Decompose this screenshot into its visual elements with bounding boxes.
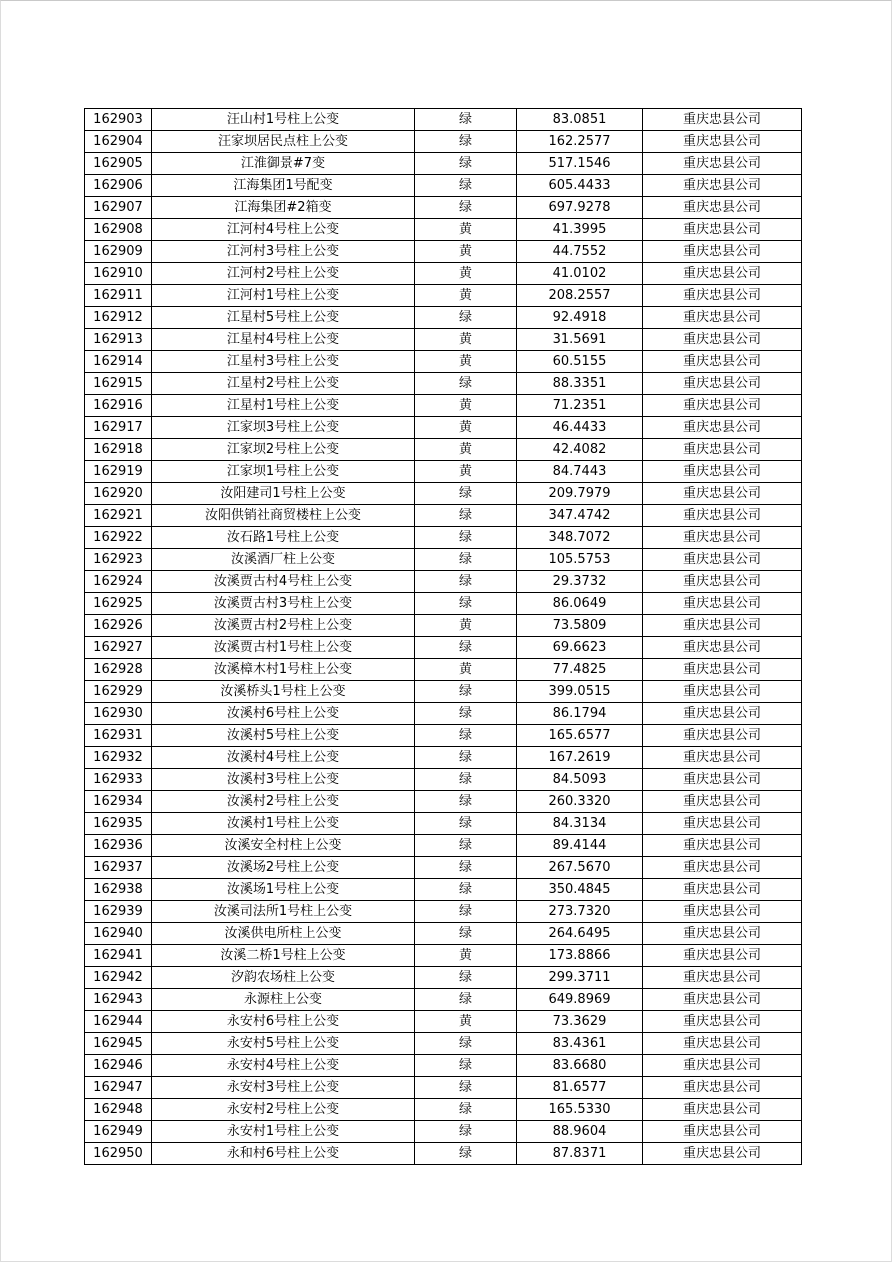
cell-value: 81.6577 <box>517 1077 643 1099</box>
cell-company: 重庆忠县公司 <box>643 1099 802 1121</box>
cell-company: 重庆忠县公司 <box>643 1121 802 1143</box>
table-row <box>85 703 802 725</box>
table-row <box>85 571 802 593</box>
cell-id: 162944 <box>85 1011 152 1033</box>
cell-id: 162908 <box>85 219 152 241</box>
cell-company: 重庆忠县公司 <box>643 505 802 527</box>
cell-name: 江河村1号柱上公变 <box>152 285 415 307</box>
cell-company: 重庆忠县公司 <box>643 439 802 461</box>
table-row <box>85 967 802 989</box>
cell-name: 汝溪贾古村2号柱上公变 <box>152 615 415 637</box>
cell-id: 162923 <box>85 549 152 571</box>
cell-status: 绿 <box>415 1077 517 1099</box>
cell-value: 86.0649 <box>517 593 643 615</box>
cell-name: 永源柱上公变 <box>152 989 415 1011</box>
cell-id: 162939 <box>85 901 152 923</box>
cell-company: 重庆忠县公司 <box>643 879 802 901</box>
cell-value: 88.9604 <box>517 1121 643 1143</box>
cell-value: 105.5753 <box>517 549 643 571</box>
cell-id: 162913 <box>85 329 152 351</box>
cell-status: 绿 <box>415 879 517 901</box>
cell-status: 绿 <box>415 703 517 725</box>
cell-value: 83.4361 <box>517 1033 643 1055</box>
cell-status: 绿 <box>415 175 517 197</box>
cell-name: 永安村2号柱上公变 <box>152 1099 415 1121</box>
cell-value: 162.2577 <box>517 131 643 153</box>
cell-name: 汝溪桥头1号柱上公变 <box>152 681 415 703</box>
cell-company: 重庆忠县公司 <box>643 549 802 571</box>
table-row <box>85 131 802 153</box>
cell-company: 重庆忠县公司 <box>643 571 802 593</box>
cell-value: 84.7443 <box>517 461 643 483</box>
cell-status: 黄 <box>415 219 517 241</box>
cell-status: 绿 <box>415 593 517 615</box>
cell-company: 重庆忠县公司 <box>643 1077 802 1099</box>
cell-company: 重庆忠县公司 <box>643 461 802 483</box>
cell-status: 黄 <box>415 263 517 285</box>
cell-value: 89.4144 <box>517 835 643 857</box>
cell-company: 重庆忠县公司 <box>643 241 802 263</box>
cell-company: 重庆忠县公司 <box>643 307 802 329</box>
table-row <box>85 373 802 395</box>
table-row <box>85 1077 802 1099</box>
table-row <box>85 1143 802 1165</box>
table-row <box>85 835 802 857</box>
cell-value: 77.4825 <box>517 659 643 681</box>
cell-name: 汝溪贾古村4号柱上公变 <box>152 571 415 593</box>
table-row <box>85 1033 802 1055</box>
cell-status: 绿 <box>415 109 517 131</box>
cell-id: 162946 <box>85 1055 152 1077</box>
table-row <box>85 197 802 219</box>
cell-name: 汝溪场1号柱上公变 <box>152 879 415 901</box>
cell-company: 重庆忠县公司 <box>643 835 802 857</box>
cell-company: 重庆忠县公司 <box>643 373 802 395</box>
cell-value: 267.5670 <box>517 857 643 879</box>
cell-status: 黄 <box>415 285 517 307</box>
table-row <box>85 219 802 241</box>
table-row <box>85 1055 802 1077</box>
cell-value: 350.4845 <box>517 879 643 901</box>
cell-name: 汪山村1号柱上公变 <box>152 109 415 131</box>
cell-company: 重庆忠县公司 <box>643 527 802 549</box>
cell-id: 162903 <box>85 109 152 131</box>
cell-id: 162935 <box>85 813 152 835</box>
cell-company: 重庆忠县公司 <box>643 1011 802 1033</box>
cell-status: 黄 <box>415 439 517 461</box>
cell-status: 黄 <box>415 351 517 373</box>
cell-name: 江淮御景#7变 <box>152 153 415 175</box>
cell-id: 162949 <box>85 1121 152 1143</box>
table-row <box>85 879 802 901</box>
cell-status: 绿 <box>415 307 517 329</box>
cell-id: 162947 <box>85 1077 152 1099</box>
cell-company: 重庆忠县公司 <box>643 945 802 967</box>
cell-id: 162925 <box>85 593 152 615</box>
cell-name: 汪家坝居民点柱上公变 <box>152 131 415 153</box>
cell-company: 重庆忠县公司 <box>643 747 802 769</box>
cell-name: 汐韵农场柱上公变 <box>152 967 415 989</box>
cell-status: 黄 <box>415 1011 517 1033</box>
cell-company: 重庆忠县公司 <box>643 263 802 285</box>
cell-status: 绿 <box>415 923 517 945</box>
cell-id: 162943 <box>85 989 152 1011</box>
cell-id: 162907 <box>85 197 152 219</box>
cell-id: 162906 <box>85 175 152 197</box>
cell-company: 重庆忠县公司 <box>643 967 802 989</box>
transformer-table <box>84 108 802 1165</box>
cell-id: 162920 <box>85 483 152 505</box>
cell-status: 绿 <box>415 1121 517 1143</box>
cell-status: 黄 <box>415 615 517 637</box>
cell-status: 绿 <box>415 791 517 813</box>
cell-id: 162927 <box>85 637 152 659</box>
cell-name: 永安村5号柱上公变 <box>152 1033 415 1055</box>
cell-value: 31.5691 <box>517 329 643 351</box>
cell-id: 162909 <box>85 241 152 263</box>
cell-company: 重庆忠县公司 <box>643 109 802 131</box>
cell-company: 重庆忠县公司 <box>643 1143 802 1165</box>
cell-company: 重庆忠县公司 <box>643 1055 802 1077</box>
cell-company: 重庆忠县公司 <box>643 769 802 791</box>
table-row <box>85 439 802 461</box>
cell-name: 江家坝1号柱上公变 <box>152 461 415 483</box>
cell-status: 绿 <box>415 747 517 769</box>
table-row <box>85 307 802 329</box>
table-row <box>85 593 802 615</box>
cell-company: 重庆忠县公司 <box>643 131 802 153</box>
cell-id: 162916 <box>85 395 152 417</box>
cell-value: 69.6623 <box>517 637 643 659</box>
cell-value: 71.2351 <box>517 395 643 417</box>
table-row <box>85 791 802 813</box>
cell-id: 162919 <box>85 461 152 483</box>
table-row <box>85 857 802 879</box>
cell-value: 41.0102 <box>517 263 643 285</box>
cell-id: 162922 <box>85 527 152 549</box>
cell-company: 重庆忠县公司 <box>643 615 802 637</box>
cell-status: 绿 <box>415 769 517 791</box>
cell-status: 绿 <box>415 549 517 571</box>
cell-name: 江海集团1号配变 <box>152 175 415 197</box>
cell-value: 399.0515 <box>517 681 643 703</box>
cell-name: 江家坝3号柱上公变 <box>152 417 415 439</box>
cell-id: 162914 <box>85 351 152 373</box>
cell-id: 162948 <box>85 1099 152 1121</box>
cell-name: 汝溪供电所柱上公变 <box>152 923 415 945</box>
cell-company: 重庆忠县公司 <box>643 923 802 945</box>
cell-value: 299.3711 <box>517 967 643 989</box>
cell-value: 60.5155 <box>517 351 643 373</box>
table-row <box>85 461 802 483</box>
table-row <box>85 681 802 703</box>
table-row <box>85 989 802 1011</box>
cell-status: 绿 <box>415 505 517 527</box>
cell-status: 黄 <box>415 241 517 263</box>
cell-id: 162911 <box>85 285 152 307</box>
table-row <box>85 945 802 967</box>
cell-status: 黄 <box>415 417 517 439</box>
cell-name: 汝溪场2号柱上公变 <box>152 857 415 879</box>
table-row <box>85 417 802 439</box>
cell-id: 162934 <box>85 791 152 813</box>
cell-company: 重庆忠县公司 <box>643 593 802 615</box>
cell-value: 348.7072 <box>517 527 643 549</box>
cell-name: 永和村6号柱上公变 <box>152 1143 415 1165</box>
cell-id: 162933 <box>85 769 152 791</box>
cell-status: 绿 <box>415 857 517 879</box>
cell-name: 汝溪酒厂柱上公变 <box>152 549 415 571</box>
cell-name: 江星村1号柱上公变 <box>152 395 415 417</box>
cell-id: 162918 <box>85 439 152 461</box>
cell-status: 绿 <box>415 373 517 395</box>
cell-status: 绿 <box>415 131 517 153</box>
cell-company: 重庆忠县公司 <box>643 483 802 505</box>
cell-company: 重庆忠县公司 <box>643 329 802 351</box>
cell-status: 绿 <box>415 989 517 1011</box>
cell-company: 重庆忠县公司 <box>643 813 802 835</box>
cell-name: 江星村2号柱上公变 <box>152 373 415 395</box>
cell-company: 重庆忠县公司 <box>643 153 802 175</box>
table-row <box>85 1121 802 1143</box>
cell-name: 汝溪村3号柱上公变 <box>152 769 415 791</box>
table-row <box>85 747 802 769</box>
cell-company: 重庆忠县公司 <box>643 857 802 879</box>
cell-name: 汝溪二桥1号柱上公变 <box>152 945 415 967</box>
table-row <box>85 769 802 791</box>
cell-company: 重庆忠县公司 <box>643 351 802 373</box>
cell-value: 73.3629 <box>517 1011 643 1033</box>
cell-value: 83.0851 <box>517 109 643 131</box>
cell-name: 永安村6号柱上公变 <box>152 1011 415 1033</box>
cell-id: 162905 <box>85 153 152 175</box>
cell-value: 87.8371 <box>517 1143 643 1165</box>
cell-value: 264.6495 <box>517 923 643 945</box>
cell-value: 44.7552 <box>517 241 643 263</box>
cell-name: 永安村1号柱上公变 <box>152 1121 415 1143</box>
cell-name: 汝溪贾古村1号柱上公变 <box>152 637 415 659</box>
cell-status: 绿 <box>415 483 517 505</box>
cell-value: 73.5809 <box>517 615 643 637</box>
cell-name: 江河村4号柱上公变 <box>152 219 415 241</box>
table-row <box>85 549 802 571</box>
cell-id: 162910 <box>85 263 152 285</box>
table-row <box>85 109 802 131</box>
cell-value: 84.3134 <box>517 813 643 835</box>
cell-status: 绿 <box>415 1099 517 1121</box>
cell-company: 重庆忠县公司 <box>643 989 802 1011</box>
cell-value: 260.3320 <box>517 791 643 813</box>
cell-value: 208.2557 <box>517 285 643 307</box>
table-body <box>85 109 802 1165</box>
cell-status: 绿 <box>415 153 517 175</box>
cell-value: 605.4433 <box>517 175 643 197</box>
table-row <box>85 659 802 681</box>
cell-value: 165.6577 <box>517 725 643 747</box>
cell-name: 汝溪贾古村3号柱上公变 <box>152 593 415 615</box>
table-row <box>85 263 802 285</box>
cell-value: 165.5330 <box>517 1099 643 1121</box>
cell-status: 绿 <box>415 967 517 989</box>
cell-name: 汝溪村2号柱上公变 <box>152 791 415 813</box>
cell-id: 162930 <box>85 703 152 725</box>
cell-status: 黄 <box>415 659 517 681</box>
cell-status: 黄 <box>415 945 517 967</box>
cell-status: 绿 <box>415 835 517 857</box>
table-row <box>85 615 802 637</box>
table-row <box>85 241 802 263</box>
cell-status: 黄 <box>415 461 517 483</box>
cell-id: 162932 <box>85 747 152 769</box>
cell-value: 84.5093 <box>517 769 643 791</box>
cell-status: 绿 <box>415 571 517 593</box>
cell-name: 汝溪村4号柱上公变 <box>152 747 415 769</box>
cell-name: 汝溪村1号柱上公变 <box>152 813 415 835</box>
cell-id: 162950 <box>85 1143 152 1165</box>
cell-value: 517.1546 <box>517 153 643 175</box>
cell-name: 江河村3号柱上公变 <box>152 241 415 263</box>
cell-status: 绿 <box>415 813 517 835</box>
cell-status: 绿 <box>415 901 517 923</box>
table-row <box>85 175 802 197</box>
cell-name: 永安村3号柱上公变 <box>152 1077 415 1099</box>
cell-value: 41.3995 <box>517 219 643 241</box>
cell-company: 重庆忠县公司 <box>643 659 802 681</box>
cell-value: 347.4742 <box>517 505 643 527</box>
cell-status: 黄 <box>415 329 517 351</box>
cell-id: 162929 <box>85 681 152 703</box>
cell-value: 86.1794 <box>517 703 643 725</box>
cell-id: 162915 <box>85 373 152 395</box>
table-row <box>85 813 802 835</box>
cell-company: 重庆忠县公司 <box>643 417 802 439</box>
cell-name: 江家坝2号柱上公变 <box>152 439 415 461</box>
cell-name: 江海集团#2箱变 <box>152 197 415 219</box>
cell-company: 重庆忠县公司 <box>643 791 802 813</box>
cell-id: 162912 <box>85 307 152 329</box>
cell-id: 162942 <box>85 967 152 989</box>
cell-id: 162936 <box>85 835 152 857</box>
cell-name: 汝溪樟木村1号柱上公变 <box>152 659 415 681</box>
cell-value: 209.7979 <box>517 483 643 505</box>
cell-company: 重庆忠县公司 <box>643 725 802 747</box>
cell-name: 江星村3号柱上公变 <box>152 351 415 373</box>
table-row <box>85 637 802 659</box>
cell-name: 汝溪司法所1号柱上公变 <box>152 901 415 923</box>
table-row <box>85 505 802 527</box>
cell-name: 汝阳供销社商贸楼柱上公变 <box>152 505 415 527</box>
cell-value: 88.3351 <box>517 373 643 395</box>
cell-value: 649.8969 <box>517 989 643 1011</box>
cell-value: 42.4082 <box>517 439 643 461</box>
table-row <box>85 1099 802 1121</box>
cell-status: 绿 <box>415 1143 517 1165</box>
cell-status: 绿 <box>415 197 517 219</box>
cell-name: 江星村4号柱上公变 <box>152 329 415 351</box>
cell-company: 重庆忠县公司 <box>643 219 802 241</box>
cell-name: 汝石路1号柱上公变 <box>152 527 415 549</box>
cell-status: 绿 <box>415 681 517 703</box>
cell-value: 29.3732 <box>517 571 643 593</box>
cell-value: 273.7320 <box>517 901 643 923</box>
cell-name: 永安村4号柱上公变 <box>152 1055 415 1077</box>
table-row <box>85 351 802 373</box>
cell-company: 重庆忠县公司 <box>643 197 802 219</box>
table-row <box>85 1011 802 1033</box>
cell-id: 162940 <box>85 923 152 945</box>
table-row <box>85 329 802 351</box>
cell-company: 重庆忠县公司 <box>643 285 802 307</box>
cell-company: 重庆忠县公司 <box>643 703 802 725</box>
cell-id: 162917 <box>85 417 152 439</box>
cell-id: 162921 <box>85 505 152 527</box>
cell-value: 92.4918 <box>517 307 643 329</box>
cell-status: 绿 <box>415 527 517 549</box>
cell-status: 绿 <box>415 1033 517 1055</box>
cell-id: 162926 <box>85 615 152 637</box>
cell-company: 重庆忠县公司 <box>643 175 802 197</box>
table-row <box>85 483 802 505</box>
table-row <box>85 923 802 945</box>
cell-company: 重庆忠县公司 <box>643 637 802 659</box>
cell-status: 绿 <box>415 725 517 747</box>
table-row <box>85 395 802 417</box>
cell-status: 黄 <box>415 395 517 417</box>
cell-id: 162938 <box>85 879 152 901</box>
cell-name: 汝溪安全村柱上公变 <box>152 835 415 857</box>
cell-name: 江星村5号柱上公变 <box>152 307 415 329</box>
table-row <box>85 153 802 175</box>
table-row <box>85 527 802 549</box>
cell-value: 173.8866 <box>517 945 643 967</box>
cell-value: 46.4433 <box>517 417 643 439</box>
cell-name: 汝溪村6号柱上公变 <box>152 703 415 725</box>
cell-company: 重庆忠县公司 <box>643 681 802 703</box>
cell-name: 江河村2号柱上公变 <box>152 263 415 285</box>
cell-id: 162931 <box>85 725 152 747</box>
cell-company: 重庆忠县公司 <box>643 901 802 923</box>
cell-id: 162941 <box>85 945 152 967</box>
cell-status: 绿 <box>415 1055 517 1077</box>
table-row <box>85 725 802 747</box>
cell-id: 162924 <box>85 571 152 593</box>
cell-status: 绿 <box>415 637 517 659</box>
cell-value: 167.2619 <box>517 747 643 769</box>
cell-company: 重庆忠县公司 <box>643 395 802 417</box>
cell-id: 162928 <box>85 659 152 681</box>
table-row <box>85 901 802 923</box>
cell-id: 162945 <box>85 1033 152 1055</box>
cell-value: 83.6680 <box>517 1055 643 1077</box>
table-row <box>85 285 802 307</box>
cell-name: 汝阳建司1号柱上公变 <box>152 483 415 505</box>
cell-id: 162904 <box>85 131 152 153</box>
cell-value: 697.9278 <box>517 197 643 219</box>
cell-name: 汝溪村5号柱上公变 <box>152 725 415 747</box>
cell-company: 重庆忠县公司 <box>643 1033 802 1055</box>
cell-id: 162937 <box>85 857 152 879</box>
